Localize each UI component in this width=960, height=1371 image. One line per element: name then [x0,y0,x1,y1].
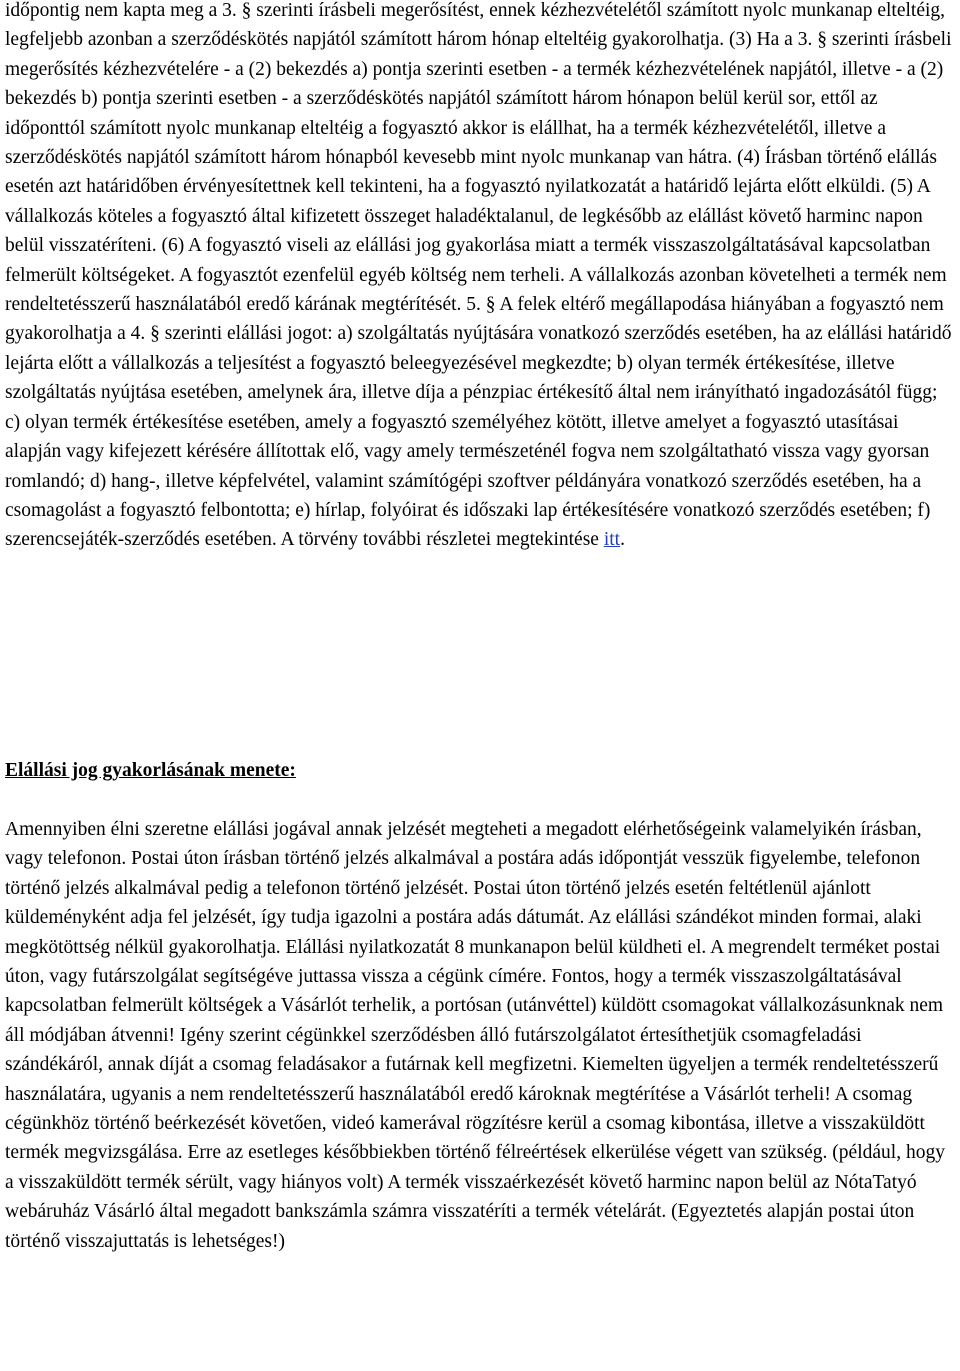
paragraph-end-punctuation: . [620,529,625,551]
details-link[interactable]: itt [603,529,621,551]
body-paragraph-withdrawal-process: Amennyiben élni szeretne elállási jogával annak jelzését megteheti a megadott elérhetőségeink valamelyikén írásban, vagy telefonon. Postai úton írásban történő jelzés alkalmával a postára adás időpontját vesszük figyelembe, telefonon történő jelzés alkalmával pedig a telefonon történő jelzését. Postai úton történő jelzés esetén feltétlenül ajánlott küldeményként adja fel jelzését, így tudja igazolni a postára adás dátumát. Az elállási szándékot minden formai, alaki megkötöttség nélkül gyakorolhatja. Elállási nyilatkozatát 8 munkanapon belül küldheti el. A megrendelt terméket postai úton, vagy futárszolgálat segítségéve juttassa vissza a cégünk címére. Fontos, hogy a termék visszaszolgáltatásával kapcsolatban felmerült költségek a Vásárlót terhelik, a portósan (utánvéttel) küldött csomagokat vállalkozásunknak nem áll módjában átvenni! Igény szerint cégünkkel szerződésben álló futárszolgálatot értesíthetjük csomagfeladási szándékáról, annak díját a csomag feladásakor a futárnak kell megfizetni. Kiemelten ügyeljen a termék rendeltetésszerű használatára, ugyanis a nem rendeltetésszerű használatából eredő károknak megtérítése a Vásárlót terheli! A csomag cégünkhöz történő beérkezését követően, videó kamerával rögzítésre kerül a csomag kibontása, illetve a visszaküldött termék megvizsgálása. Erre az esetleges későbbiekben történő félreértések elkerülése végett van szükség. (például, hogy a visszaküldött termék sérült, vagy hiányos volt) A termék visszaérkezését követő harminc napon belül az NótaTatyó webáruház Vásárló által megadott bankszámla számra visszatéríti a termék vételárát. (Egyeztetés alapján postai úton történő visszajuttatás is lehetséges!) [5,819,945,1252]
paragraph-text: időpontig nem kapta meg a 3. § szerinti írásbeli megerősítést, ennek kézhezvételétől számított nyolc munkanap elteltéig, legfeljebb azonban a szerződéskötés napjától számított három hónap elteltéig gyakorolhatja. (3) Ha a 3. § szerinti írásbeli megerősítés kézhezvételére - a (2) bekezdés a) pontja szerinti esetben - a termék kézhezvételének napjától, illetve - a (2) bekezdés b) pontja szerinti esetben - a szerződéskötés napjától számított három hónapon belül kerül sor, ettől az időponttól számított nyolc munkanap elteltéig a fogyasztó akkor is elállhat, ha a termék kézhezvételétől, illetve a szerződéskötés napjától számított három hónapból kevesebb mint nyolc munkanap van hátra. (4) Írásban történő elállás esetén azt határidőben érvényesítettnek kell tekinteni, ha a fogyasztó nyilatkozatát a határidő lejárta előtt elküldi. (5) A vállalkozás köteles a fogyasztó által kifizetett összeget haladéktalanul, de legkésőbb az elállást követő harminc napon belül visszatéríteni. (6) A fogyasztó viseli az elállási jog gyakorlása miatt a termék visszaszolgáltatásával kapcsolatban felmerült költségeket. A fogyasztót ezenfelül egyéb költség nem terheli. A vállalkozás azonban követelheti a termék nem rendeltetésszerű használatából eredő kárának megtérítését. 5. § A felek eltérő megállapodása hiányában a fogyasztó nem gyakorolhatja a 4. § szerinti elállási jogot: a) szolgáltatás nyújtására vonatkozó szerződés esetében, ha az elállási határidő lejárta előtt a vállalkozás a teljesítést a fogyasztó beleegyezésével megkezdte; b) olyan termék értékesítése, illetve szolgáltatás nyújtása esetében, amelynek ára, illetve díja a pénzpiac értékesítő által nem irányítható ingadozásától függ; c) olyan termék értékesítése esetében, amely a fogyasztó személyéhez kötött, illetve amelyet a fogyasztó utasításai alapján vagy kifejezett kérésére állítottak elő, vagy amely természeténél fogva nem szolgáltatható vissza vagy gyorsan romlandó; d) hang-, illetve képfelvétel, valamint számítógépi szoftver példányára vonatkozó szerződés esetében, ha a csomagolást a fogyasztó felbontotta; e) hírlap, folyóirat és időszaki lap értékesítésére vonatkozó szerződés esetében; f) szerencsejáték-szerződés esetében. A törvény további részletei megtekintése [5,0,952,551]
section-heading-withdrawal-process: Elállási jog gyakorlásának menete: [5,760,296,781]
body-paragraph-legal-text [5,0,957,555]
